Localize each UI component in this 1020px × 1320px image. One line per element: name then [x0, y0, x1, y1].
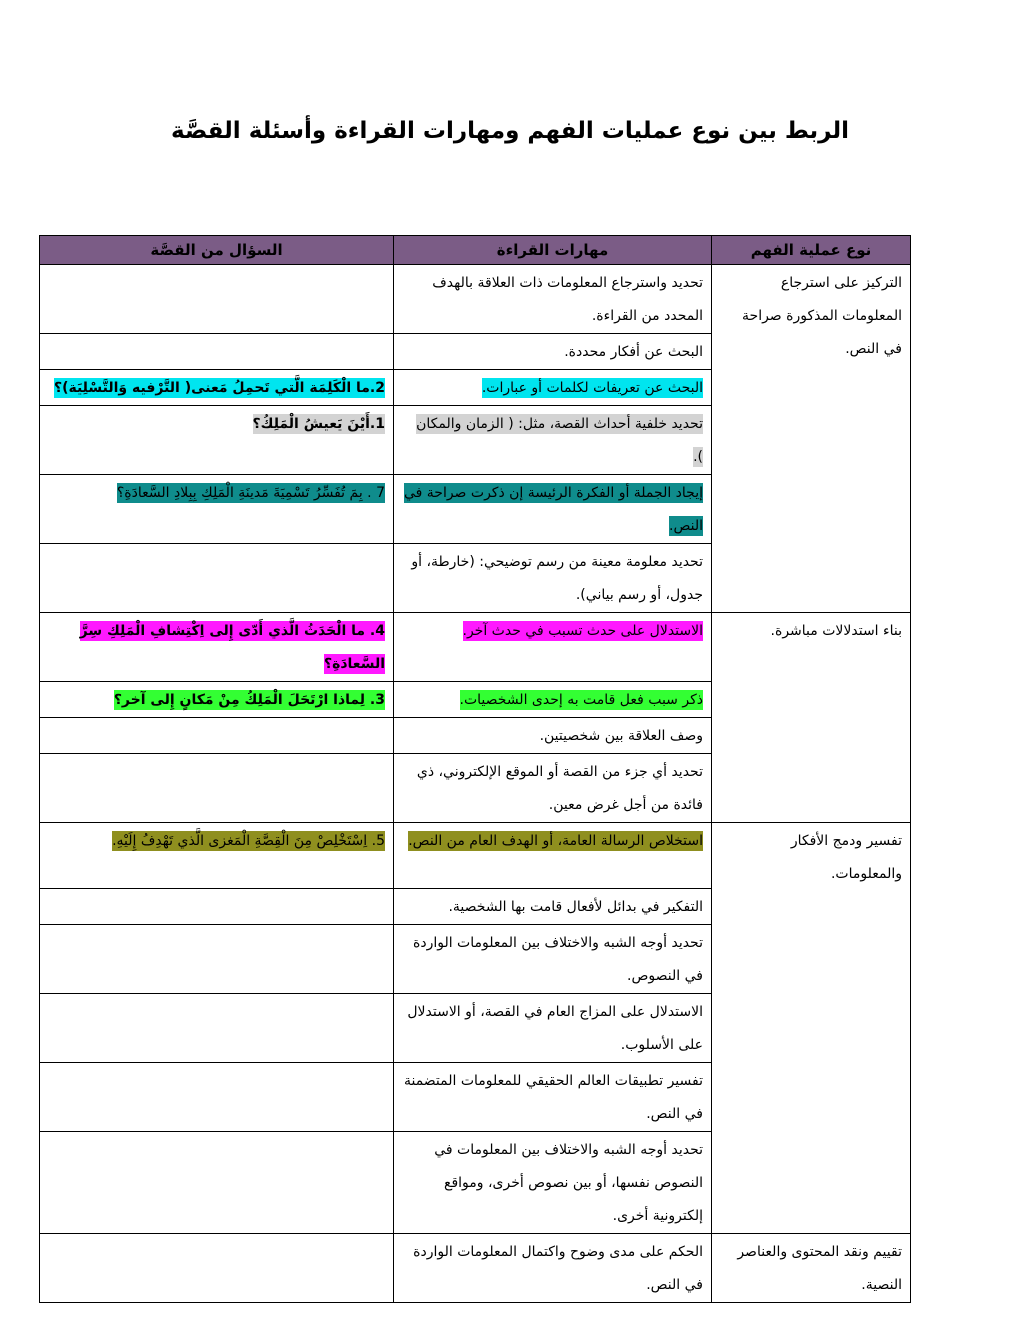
- skill-cell: [394, 265, 712, 334]
- type-cell: [712, 1234, 911, 1303]
- type-label: تفسير ودمج الأفكار والمعلومات.: [790, 833, 902, 882]
- table-header-row: [40, 236, 911, 265]
- skill-cell: [394, 475, 712, 544]
- skill-cell: [394, 718, 712, 754]
- skill-text: البحث عن تعريفات لكلمات أو عبارات.: [481, 380, 703, 396]
- question-cell: [40, 718, 394, 754]
- skill-text: تحديد خلفية أحداث القصة، مثل: ( الزمان والمكان ).: [416, 416, 703, 465]
- type-cell: [712, 823, 911, 1234]
- skill-cell: [394, 1234, 712, 1303]
- skill-text: وصف العلاقة بين شخصيتين.: [539, 728, 703, 744]
- table-row: [40, 613, 911, 682]
- question-text: 3. لِماذا ارْتَحَلَ الْمَلِكُ مِنْ مَكانٍ إِلى آخر؟: [113, 692, 385, 708]
- skill-text: تحديد أوجه الشبه والاختلاف بين المعلومات في النصوص نفسها، أو بين نصوص أخرى، ومواقع إلكترونية أخرى.: [434, 1142, 703, 1224]
- question-text: 1.أَيْنَ يَعيشُ الْمَلِكُ؟: [252, 416, 385, 432]
- table-row: [40, 265, 911, 334]
- question-cell: [40, 754, 394, 823]
- question-cell: [40, 682, 394, 718]
- skill-text: ذكر سبب فعل قامت به إحدى الشخصيات.: [459, 692, 703, 708]
- skill-cell: [394, 613, 712, 682]
- skill-cell: [394, 406, 712, 475]
- skill-text: تحديد أوجه الشبه والاختلاف بين المعلومات الواردة في النصوص.: [413, 935, 703, 984]
- question-cell: [40, 1234, 394, 1303]
- skill-cell: [394, 544, 712, 613]
- question-cell: [40, 925, 394, 994]
- skill-text: إيجاد الجملة أو الفكرة الرئيسة إن ذكرت صراحة في النص.: [403, 485, 703, 534]
- question-cell: [40, 406, 394, 475]
- question-text: 7 . بِمَ تُفَسِّرُ تَسْمِيَةَ مَدينَةِ الْمَلِكِ بِبِلادِ السَّعادَةِ؟: [116, 485, 385, 501]
- skill-text: الاستدلال على المزاج العام في القصة، أو الاستدلال على الأسلوب.: [407, 1004, 703, 1053]
- type-cell: [712, 613, 911, 823]
- skill-text: الحكم على مدى وضوح واكتمال المعلومات الواردة في النص.: [413, 1244, 703, 1293]
- question-cell: [40, 613, 394, 682]
- question-cell: [40, 889, 394, 925]
- question-cell: [40, 265, 394, 334]
- skill-text: تحديد معلومة معينة من رسم توضيحي: (خارطة، أو جدول، أو رسم بياني).: [411, 554, 703, 603]
- question-text: 5. اِسْتَخْلِصْ مِنَ الْقِصَّةِ الْمَغزى الَّذي تَهْدِفُ إِلَيْهِ.: [112, 833, 385, 849]
- question-cell: [40, 1063, 394, 1132]
- skill-cell: [394, 334, 712, 370]
- header-skills: مهارات القراءة: [394, 236, 712, 265]
- skill-text: استخلاص الرسالة العامة، أو الهدف العام من النص.: [408, 833, 703, 849]
- skill-text: الاستدلال على حدث تسبب في حدث آخر.: [462, 623, 703, 639]
- question-cell: [40, 994, 394, 1063]
- header-question: السؤال من القصَّة: [40, 236, 394, 265]
- skill-text: التفكير في بدائل لأفعال قامت بها الشخصية.: [448, 899, 703, 915]
- type-cell: [712, 265, 911, 613]
- mapping-table: [39, 235, 911, 1303]
- skill-cell: [394, 754, 712, 823]
- table-row: [40, 1234, 911, 1303]
- skill-cell: [394, 925, 712, 994]
- question-text: 4. ما الْحَدَثُ الَّذي أَدّى إِلى اِكْتِشافِ الْمَلِكِ سِرَّ السَّعادَةِ؟: [79, 623, 385, 672]
- question-cell: [40, 823, 394, 889]
- skill-cell: [394, 1063, 712, 1132]
- question-cell: [40, 475, 394, 544]
- skill-text: تحديد أي جزء من القصة أو الموقع الإلكتروني، ذي فائدة من أجل غرض معين.: [416, 764, 703, 813]
- skill-cell: [394, 994, 712, 1063]
- type-label: تقييم ونقد المحتوى والعناصر النصية.: [737, 1244, 902, 1293]
- question-cell: [40, 544, 394, 613]
- question-cell: [40, 1132, 394, 1234]
- skill-text: البحث عن أفكار محددة.: [564, 344, 703, 360]
- skill-cell: [394, 1132, 712, 1234]
- question-cell: [40, 370, 394, 406]
- skill-cell: [394, 370, 712, 406]
- skill-text: تحديد واسترجاع المعلومات ذات العلاقة بالهدف المحدد من القراءة.: [432, 275, 703, 324]
- header-type: نوع عملية الفهم: [712, 236, 911, 265]
- skill-text: تفسير تطبيقات العالم الحقيقي للمعلومات المتضمنة في النص.: [403, 1073, 703, 1122]
- question-cell: [40, 334, 394, 370]
- skill-cell: [394, 889, 712, 925]
- skill-cell: [394, 682, 712, 718]
- type-label: التركيز على استرجاع المعلومات المذكورة صراحة في النص.: [742, 275, 902, 357]
- page-title: الربط بين نوع عمليات الفهم ومهارات القراءة وأسئلة القصَّة: [171, 118, 849, 144]
- question-text: 2.ما الْكَلِمَة الَّتي تَحمِلُ مَعنى( التَّرْفيه وَالتَّسْلِيَة)؟: [53, 380, 385, 396]
- table-row: [40, 823, 911, 889]
- type-label: بناء استدلالات مباشرة.: [770, 623, 902, 639]
- skill-cell: [394, 823, 712, 889]
